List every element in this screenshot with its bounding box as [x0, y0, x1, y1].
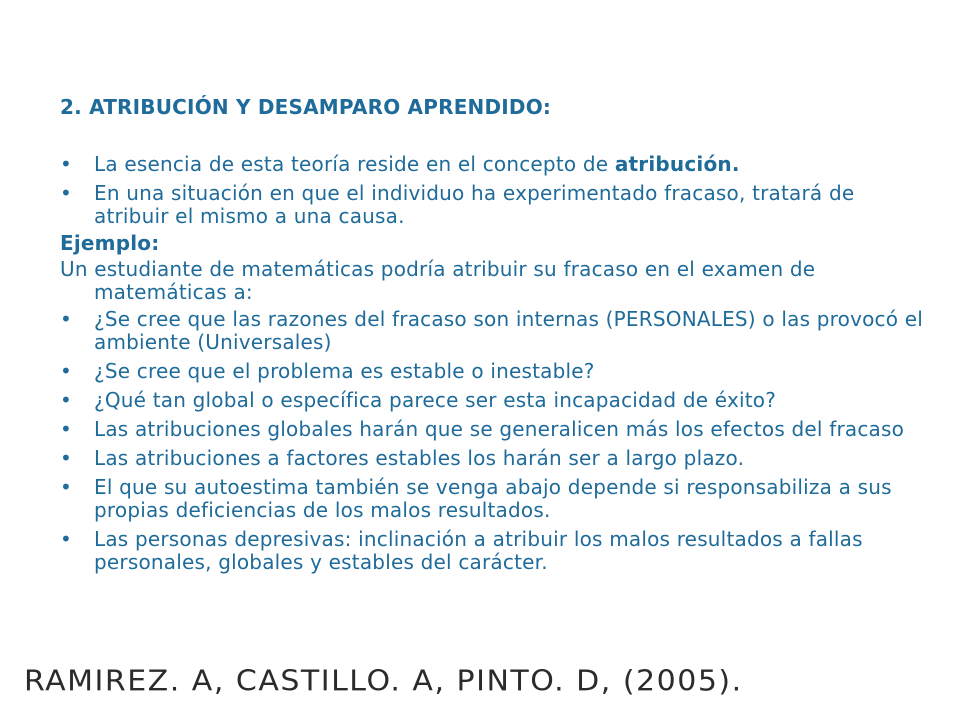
bullet-bold-term: atribución. — [614, 152, 740, 176]
bullet-dot-icon: • — [60, 152, 72, 176]
bullet-dot-icon: • — [60, 359, 72, 383]
bullet-dot-icon: • — [60, 388, 72, 412]
slide-heading: 2. ATRIBUCIÓN Y DESAMPARO APRENDIDO: — [60, 95, 552, 119]
bullet-item — [60, 360, 930, 383]
bullet-dot-icon: • — [60, 527, 72, 551]
bullet-dot-icon: • — [60, 307, 72, 331]
bullet-text: ¿Se cree que las razones del fracaso son internas (PERSONALES) o las provocó el ambiente (Universales) — [94, 307, 923, 354]
bullet-text: Las atribuciones globales harán que se generalicen más los efectos del fracaso — [94, 417, 905, 441]
bullet-text: Las atribuciones a factores estables los harán ser a largo plazo. — [94, 446, 745, 470]
bullet-text: La esencia de esta teoría reside en el concepto de — [94, 152, 615, 176]
bullet-item — [60, 528, 930, 574]
slide-content — [60, 96, 930, 576]
bullet-dot-icon: • — [60, 446, 72, 470]
bullet-dot-icon: • — [60, 417, 72, 441]
bullet-text: El que su autoestima también se venga abajo depende si responsabiliza a sus propias deficiencias de los malos resultados. — [94, 475, 892, 522]
citation-footer: RAMIREZ. A, CASTILLO. A, PINTO. D, (2005). — [24, 664, 743, 699]
bullet-item — [60, 182, 930, 228]
example-text: Un estudiante de matemáticas podría atribuir su fracaso en el examen de matemáticas a: — [60, 257, 816, 304]
bullet-item — [60, 308, 930, 354]
bullet-text: Las personas depresivas: inclinación a atribuir los malos resultados a fallas personales, globales y estables del carácter. — [94, 527, 863, 574]
example-title: Ejemplo: — [60, 231, 160, 255]
bullet-item — [60, 418, 930, 441]
bullet-item — [60, 447, 930, 470]
bullet-dot-icon: • — [60, 475, 72, 499]
bullet-dot-icon: • — [60, 181, 72, 205]
bullet-item — [60, 476, 930, 522]
bullet-text: En una situación en que el individuo ha experimentado fracaso, tratará de atribuir el mismo a una causa. — [94, 181, 855, 228]
bullet-item — [60, 153, 930, 176]
bullet-text: ¿Se cree que el problema es estable o inestable? — [94, 359, 595, 383]
bullet-item — [60, 389, 930, 412]
bullet-text: ¿Qué tan global o específica parece ser esta incapacidad de éxito? — [94, 388, 777, 412]
